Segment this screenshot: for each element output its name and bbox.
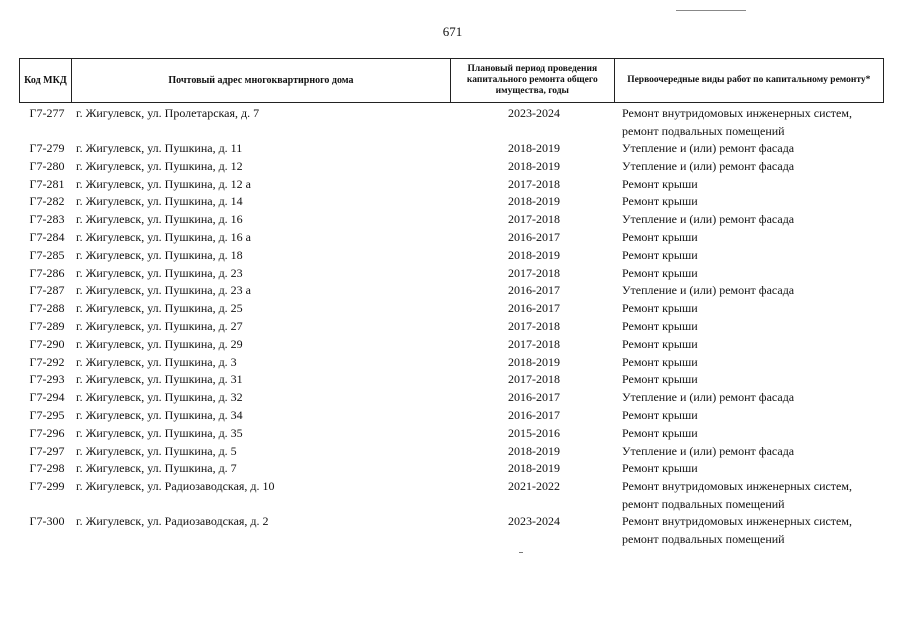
table-row: [19, 247, 884, 265]
page-number: 671: [442, 24, 463, 39]
table-row: [19, 389, 884, 407]
cell-code: Г7-283: [29, 212, 65, 227]
scan-mark: [519, 552, 523, 553]
cell-period: 2017-2018: [508, 318, 560, 333]
cell-period: 2023-2024: [508, 106, 560, 120]
cell-period: 2023-2024: [508, 514, 560, 529]
table-row: [19, 229, 884, 247]
cell-period: 2018-2019: [508, 354, 560, 369]
cell-works: Утепление и (или) ремонт фасада: [622, 443, 795, 458]
cell-works: Ремонт внутридомовых инженерных систем, ремонт подвальных помещений: [622, 479, 852, 511]
cell-works: Ремонт крыши: [622, 194, 698, 209]
cell-address: г. Жигулевск, ул. Пушкина, д. 23 а: [76, 283, 252, 298]
cell-works: Ремонт крыши: [622, 425, 698, 440]
table-row: [19, 193, 884, 211]
table-row: [19, 140, 884, 158]
cell-works: Утепление и (или) ремонт фасада: [622, 158, 795, 173]
header-period: Плановый период проведения капитального ремонта общего имущества, годы: [451, 59, 615, 102]
table-row: [19, 158, 884, 176]
cell-address: г. Жигулевск, ул. Пушкина, д. 7: [76, 461, 237, 476]
table-row: [19, 478, 884, 513]
cell-address: г. Жигулевск, ул. Пушкина, д. 5: [76, 443, 237, 458]
cell-code: Г7-279: [29, 141, 65, 155]
cell-code: Г7-295: [29, 407, 65, 422]
cell-address: г. Жигулевск, ул. Пушкина, д. 12: [76, 158, 243, 173]
table-row: [19, 211, 884, 229]
cell-period: 2016-2017: [508, 390, 560, 405]
cell-period: 2016-2017: [508, 301, 560, 316]
cell-code: Г7-298: [29, 461, 65, 476]
cell-address: г. Жигулевск, ул. Пушкина, д. 32: [76, 390, 243, 405]
cell-works: Утепление и (или) ремонт фасада: [622, 390, 795, 405]
cell-works: Утепление и (или) ремонт фасада: [622, 141, 795, 155]
cell-period: 2018-2019: [508, 158, 560, 173]
cell-code: Г7-282: [29, 194, 65, 209]
cell-code: Г7-292: [29, 354, 65, 369]
cell-address: г. Жигулевск, ул. Радиозаводская, д. 2: [76, 514, 269, 529]
cell-period: 2016-2017: [508, 283, 560, 298]
cell-code: Г7-288: [29, 301, 65, 316]
cell-works: Ремонт крыши: [622, 354, 698, 369]
cell-works: Утепление и (или) ремонт фасада: [622, 212, 795, 227]
cell-period: 2016-2017: [508, 229, 560, 244]
cell-address: г. Жигулевск, ул. Пушкина, д. 18: [76, 247, 243, 262]
cell-period: 2018-2019: [508, 194, 560, 209]
cell-code: Г7-299: [29, 479, 65, 494]
cell-address: г. Жигулевск, ул. Пушкина, д. 12 а: [76, 176, 252, 191]
cell-period: 2018-2019: [508, 443, 560, 458]
table-header: [19, 58, 884, 103]
table-row: [19, 371, 884, 389]
header-address: Почтовый адрес многоквартирного дома: [72, 59, 451, 102]
cell-works: Ремонт крыши: [622, 176, 698, 191]
cell-address: г. Жигулевск, ул. Пролетарская, д. 7: [76, 106, 260, 120]
table-row: [19, 513, 884, 548]
table-row: [19, 176, 884, 194]
cell-works: Ремонт внутридомовых инженерных систем, ремонт подвальных помещений: [622, 514, 852, 546]
cell-address: г. Жигулевск, ул. Пушкина, д. 27: [76, 318, 243, 333]
cell-period: 2017-2018: [508, 176, 560, 191]
cell-works: Ремонт крыши: [622, 318, 698, 333]
cell-period: 2018-2019: [508, 247, 560, 262]
cell-works: Ремонт крыши: [622, 301, 698, 316]
header-works: Первоочередные виды работ по капитальному ремонту*: [627, 75, 871, 85]
table-row: [19, 105, 884, 140]
cell-address: г. Жигулевск, ул. Пушкина, д. 23: [76, 265, 243, 280]
cell-address: г. Жигулевск, ул. Пушкина, д. 16 а: [76, 229, 252, 244]
cell-works: Ремонт крыши: [622, 372, 698, 387]
cell-period: 2017-2018: [508, 372, 560, 387]
cell-works: Ремонт крыши: [622, 461, 698, 476]
cell-code: Г7-284: [29, 229, 65, 244]
table-row: [19, 460, 884, 478]
cell-code: Г7-286: [29, 265, 65, 280]
table-row: [19, 318, 884, 336]
cell-address: г. Жигулевск, ул. Пушкина, д. 11: [76, 141, 243, 155]
cell-works: Утепление и (или) ремонт фасада: [622, 283, 795, 298]
cell-address: г. Жигулевск, ул. Пушкина, д. 3: [76, 354, 237, 369]
table-row: [19, 443, 884, 461]
cell-address: г. Жигулевск, ул. Пушкина, д. 34: [76, 407, 243, 422]
cell-address: г. Жигулевск, ул. Пушкина, д. 31: [76, 372, 243, 387]
cell-code: Г7-300: [29, 514, 65, 529]
table-row: [19, 425, 884, 443]
cell-period: 2018-2019: [508, 461, 560, 476]
cell-code: Г7-294: [29, 390, 65, 405]
cell-address: г. Жигулевск, ул. Пушкина, д. 35: [76, 425, 243, 440]
top-rule: [676, 10, 746, 11]
cell-works: Ремонт крыши: [622, 265, 698, 280]
cell-code: Г7-287: [29, 283, 65, 298]
cell-works: Ремонт крыши: [622, 247, 698, 262]
cell-period: 2016-2017: [508, 407, 560, 422]
cell-works: Ремонт внутридомовых инженерных систем, ремонт подвальных помещений: [622, 106, 852, 138]
cell-works: Ремонт крыши: [622, 229, 698, 244]
cell-address: г. Жигулевск, ул. Пушкина, д. 25: [76, 301, 243, 316]
cell-address: г. Жигулевск, ул. Пушкина, д. 16: [76, 212, 243, 227]
cell-code: Г7-277: [29, 106, 65, 120]
cell-period: 2018-2019: [508, 141, 560, 155]
cell-code: Г7-280: [29, 158, 65, 173]
cell-code: Г7-297: [29, 443, 65, 458]
cell-works: Ремонт крыши: [622, 336, 698, 351]
cell-period: 2021-2022: [508, 479, 560, 494]
cell-code: Г7-290: [29, 336, 65, 351]
cell-address: г. Жигулевск, ул. Пушкина, д. 14: [76, 194, 243, 209]
header-code: Код МКД: [20, 59, 72, 102]
table-row: [19, 354, 884, 372]
table-row: [19, 336, 884, 354]
cell-works: Ремонт крыши: [622, 407, 698, 422]
table-row: [19, 282, 884, 300]
cell-code: Г7-293: [29, 372, 65, 387]
cell-period: 2017-2018: [508, 336, 560, 351]
cell-code: Г7-285: [29, 247, 65, 262]
table-row: [19, 265, 884, 283]
cell-period: 2017-2018: [508, 265, 560, 280]
cell-address: г. Жигулевск, ул. Пушкина, д. 29: [76, 336, 243, 351]
cell-code: Г7-281: [29, 176, 65, 191]
table-body: [19, 105, 884, 548]
table-row: [19, 407, 884, 425]
cell-code: Г7-289: [29, 318, 65, 333]
cell-period: 2015-2016: [508, 425, 560, 440]
cell-period: 2017-2018: [508, 212, 560, 227]
cell-address: г. Жигулевск, ул. Радиозаводская, д. 10: [76, 479, 275, 494]
cell-code: Г7-296: [29, 425, 65, 440]
table-row: [19, 300, 884, 318]
